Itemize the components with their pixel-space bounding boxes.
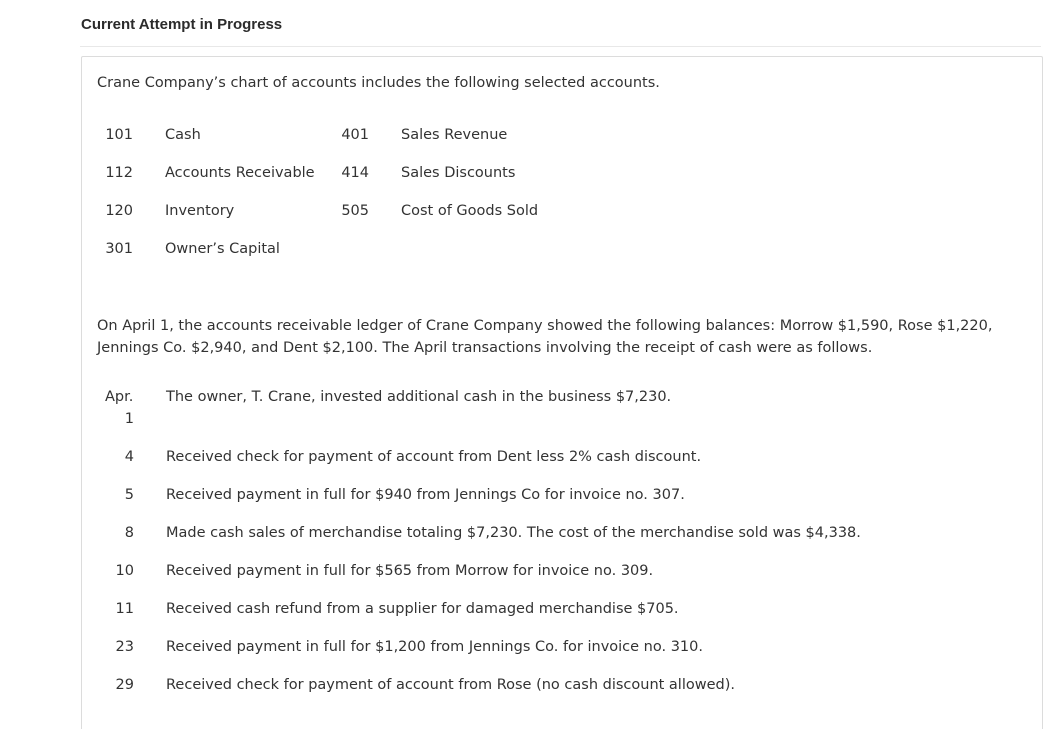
- transaction-day: 23: [115, 639, 134, 655]
- transaction-description: Received cash refund from a supplier for damaged merchandise $705.: [166, 601, 679, 617]
- account-number: 505: [341, 203, 369, 219]
- transaction-day: 4: [124, 449, 134, 465]
- question-card: [81, 56, 1043, 729]
- account-number: 112: [105, 165, 133, 181]
- attempt-title: Current Attempt in Progress: [81, 16, 283, 33]
- transaction-description: Received payment in full for $565 from Morrow for invoice no. 309.: [166, 563, 654, 579]
- account-number: 301: [105, 241, 133, 257]
- transaction-day: 8: [124, 525, 134, 541]
- account-name: Cost of Goods Sold: [401, 203, 539, 219]
- transaction-description: Received payment in full for $940 from Jennings Co for invoice no. 307.: [166, 487, 685, 503]
- account-name: Cash: [165, 127, 201, 143]
- transaction-description: Received check for payment of account from Dent less 2% cash discount.: [166, 449, 702, 465]
- transaction-day: 29: [115, 677, 134, 693]
- transaction-description: Received check for payment of account from Rose (no cash discount allowed).: [166, 677, 735, 693]
- account-name: Owner’s Capital: [165, 241, 280, 257]
- transaction-description: Made cash sales of merchandise totaling $7,230. The cost of the merchandise sold was $4,338.: [166, 525, 861, 541]
- transaction-description: Received payment in full for $1,200 from Jennings Co. for invoice no. 310.: [166, 639, 703, 655]
- account-number: 101: [105, 127, 133, 143]
- account-name: Sales Revenue: [401, 127, 508, 143]
- account-name: Inventory: [165, 203, 235, 219]
- balances-paragraph: On April 1, the accounts receivable ledger of Crane Company showed the following balances: Morrow $1,590, Rose $1,220, Jennings Co. $2,940, and Dent $2,100. The April transactions involving the receipt of cash were as follows.: [97, 318, 993, 356]
- account-number: 401: [341, 127, 369, 143]
- transaction-day: 5: [124, 487, 134, 503]
- account-name: Sales Discounts: [401, 165, 516, 181]
- left-gutter: [0, 0, 68, 729]
- account-number: 120: [105, 203, 133, 219]
- account-number: 414: [341, 165, 369, 181]
- transaction-day: 1: [124, 411, 134, 427]
- attempt-header: [80, 0, 1041, 47]
- account-name: Accounts Receivable: [165, 165, 315, 181]
- transaction-day: 10: [115, 563, 134, 579]
- transaction-month: Apr.: [105, 389, 134, 405]
- transaction-day: 11: [115, 601, 134, 617]
- question-intro: Crane Company’s chart of accounts includes the following selected accounts.: [97, 75, 660, 91]
- transaction-description: The owner, T. Crane, invested additional cash in the business $7,230.: [166, 389, 672, 405]
